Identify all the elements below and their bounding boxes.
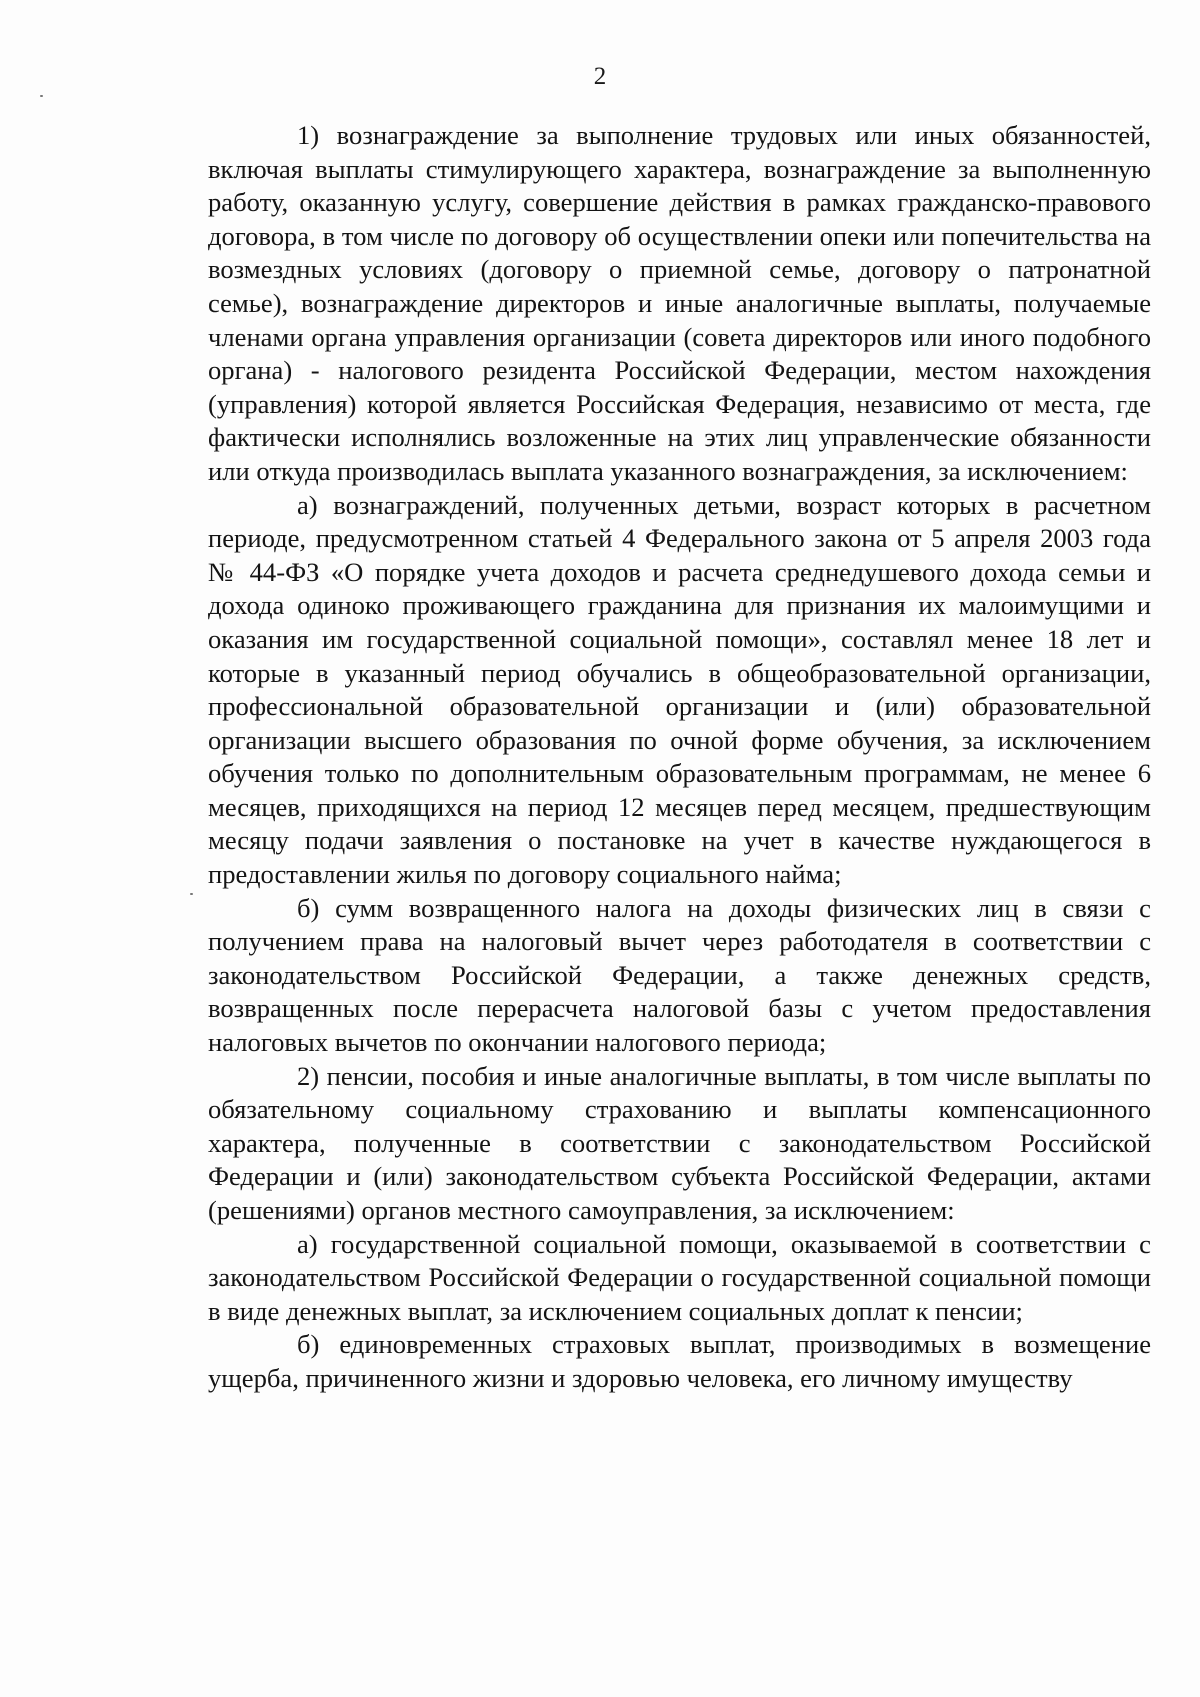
document-body <box>208 119 1151 1396</box>
scan-speck <box>40 95 43 97</box>
paragraph-1a: а) вознаграждений, полученных детьми, возраст которых в расчетном периоде, предусмотренном статьей 4 Федерального закона от 5 апреля 2003 года № 44-ФЗ «О порядке учета доходов и расчета среднедушевого дохода семьи и дохода одиноко проживающего гражданина для признания их малоимущими и оказания им государственной социальной помощи», составлял менее 18 лет и которые в указанный период обучались в общеобразовательной организации, профессиональной образовательной организации и (или) образовательной организации высшего образования по очной форме обучения, за исключением обучения только по дополнительным образовательным программам, не менее 6 месяцев, приходящихся на период 12 месяцев перед месяцем, предшествующим месяцу подачи заявления о постановке на учет в качестве нуждающегося в предоставлении жилья по договору социального найма; <box>208 489 1151 890</box>
paragraph-1b: б) сумм возвращенного налога на доходы физических лиц в связи с получением права на налоговый вычет через работодателя в соответствии с законодательством Российской Федерации, а также денежных средств, возвращенных после перерасчета налоговой базы с учетом предоставления налоговых вычетов по окончании налогового периода; <box>208 892 1151 1058</box>
paragraph-2a: а) государственной социальной помощи, оказываемой в соответствии с законодательством Российской Федерации о государственной социальной помощи в виде денежных выплат, за исключением социальных доплат к пенсии; <box>208 1228 1151 1326</box>
paragraph-1: 1) вознаграждение за выполнение трудовых или иных обязанностей, включая выплаты стимулирующего характера, вознаграждение за выполненную работу, оказанную услугу, совершение действия в рамках гражданско-правового договора, в том числе по договору об осуществлении опеки или попечительства на возмездных условиях (договору о приемной семье, договору о патронатной семье), вознаграждение директоров и иные аналогичные выплаты, получаемые членами органа управления организации (совета директоров или иного подобного органа) - налогового резидента Российской Федерации, местом нахождения (управления) которой является Российская Федерация, независимо от места, где фактически исполнялись возложенные на этих лиц управленческие обязанности или откуда производилась выплата указанного вознаграждения, за исключением: <box>208 120 1151 486</box>
paragraph-2: 2) пенсии, пособия и иные аналогичные выплаты, в том числе выплаты по обязательному социальному страхованию и выплаты компенсационного характера, полученные в соответствии с законодательством Российской Федерации и (или) законодательством субъекта Российской Федерации, актами (решениями) органов местного самоуправления, за исключением: <box>208 1060 1151 1225</box>
paragraph-2b: б) единовременных страховых выплат, производимых в возмещение ущерба, причиненного жизни и здоровью человека, его личному имуществу <box>208 1329 1151 1393</box>
page-number: 2 <box>593 63 607 90</box>
scan-speck <box>190 893 193 895</box>
